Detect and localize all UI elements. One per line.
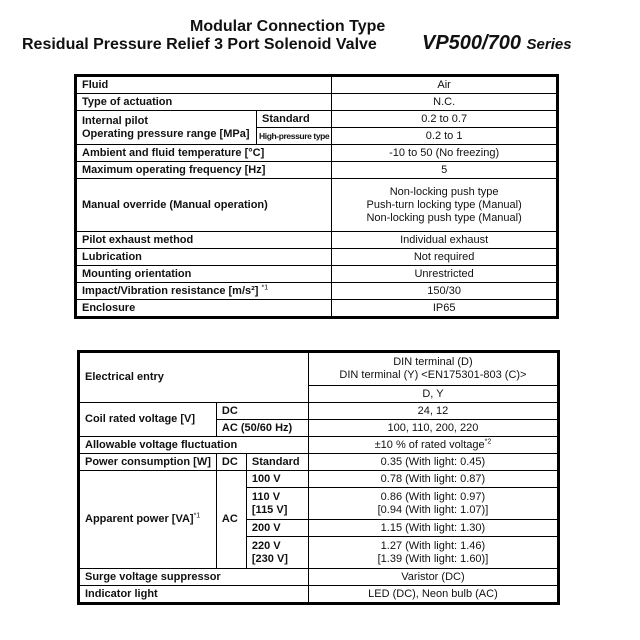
coil-ac-value: 100, 110, 200, 220 — [308, 420, 558, 437]
apparent-value: 0.78 (With light: 0.87) — [308, 471, 558, 488]
footnote-marker: *1 — [261, 283, 269, 291]
coil-voltage-label: Coil rated voltage [V] — [79, 403, 217, 437]
series-label — [422, 32, 572, 55]
mounting-label: Mounting orientation — [76, 266, 332, 283]
voltage-line: 110 V — [251, 490, 281, 503]
pilot-label-line2: Operating pressure range [MPa] — [82, 127, 250, 140]
table-row — [76, 249, 558, 266]
page-header — [0, 18, 640, 58]
apparent-power-label — [79, 471, 217, 569]
table-row — [76, 94, 558, 111]
value-line: 0.86 (With light: 0.97) — [380, 490, 486, 503]
fluid-label: Fluid — [76, 76, 332, 94]
indicator-light-value: LED (DC), Neon bulb (AC) — [308, 586, 558, 604]
fluid-value: Air — [332, 76, 558, 94]
value-line: [1.39 (With light: 1.60)] — [377, 552, 489, 565]
manual-override-label: Manual override (Manual operation) — [76, 179, 332, 232]
apparent-voltage: 100 V — [246, 471, 308, 488]
table-row — [79, 569, 559, 586]
ambient-temp-label: Ambient and fluid temperature [°C] — [76, 145, 332, 162]
electrical-entry-codes: D, Y — [308, 386, 558, 403]
apparent-ac-label: AC — [216, 471, 246, 569]
table-row — [79, 471, 559, 488]
impact-value: 150/30 — [332, 283, 558, 300]
mounting-value: Unrestricted — [332, 266, 558, 283]
indicator-light-label: Indicator light — [79, 586, 309, 604]
manual-override-value — [332, 179, 558, 232]
coil-ac-label: AC (50/60 Hz) — [216, 420, 308, 437]
entry-type: DIN terminal (D) — [393, 356, 473, 368]
impact-label-text: Impact/Vibration resistance [m/s²] — [82, 284, 259, 297]
frequency-value: 5 — [332, 162, 558, 179]
highpressure-type-label: High-pressure type — [257, 128, 332, 145]
override-option: Push-turn locking type (Manual) — [366, 198, 522, 211]
apparent-value — [308, 537, 558, 569]
exhaust-label: Pilot exhaust method — [76, 232, 332, 249]
apparent-value: 1.15 (With light: 1.30) — [308, 520, 558, 537]
frequency-label: Maximum operating frequency [Hz] — [76, 162, 332, 179]
table-row — [76, 145, 558, 162]
electrical-entry-label: Electrical entry — [79, 352, 309, 403]
apparent-voltage — [246, 537, 308, 569]
standard-type-value: 0.2 to 0.7 — [332, 111, 558, 128]
table-row — [76, 266, 558, 283]
highpressure-type-value: 0.2 to 1 — [332, 128, 558, 145]
table-row — [76, 179, 558, 232]
value-line: [0.94 (With light: 1.07)] — [377, 503, 489, 516]
electrical-entry-types — [308, 352, 558, 386]
lubrication-label: Lubrication — [76, 249, 332, 266]
lubrication-value: Not required — [332, 249, 558, 266]
power-dc-label: DC — [216, 454, 246, 471]
exhaust-value: Individual exhaust — [332, 232, 558, 249]
override-option: Non-locking push type — [389, 185, 499, 198]
voltage-line: 220 V — [251, 539, 281, 552]
apparent-power-text: Apparent power [VA] — [85, 513, 194, 525]
electrical-specifications-table — [77, 350, 560, 605]
specifications-table — [74, 74, 559, 319]
coil-dc-label: DC — [216, 403, 308, 420]
apparent-value — [308, 488, 558, 520]
apparent-voltage — [246, 488, 308, 520]
table-row — [76, 76, 558, 94]
value-line: 1.27 (With light: 1.46) — [380, 539, 486, 552]
table-row — [76, 111, 558, 128]
apparent-voltage: 200 V — [246, 520, 308, 537]
ambient-temp-value: -10 to 50 (No freezing) — [332, 145, 558, 162]
table-row — [76, 232, 558, 249]
footnote-marker: *2 — [484, 437, 492, 445]
voltage-fluctuation-value — [308, 437, 558, 454]
surge-suppressor-value: Varistor (DC) — [308, 569, 558, 586]
voltage-line: [230 V] — [251, 552, 288, 565]
enclosure-value: IP65 — [332, 300, 558, 318]
table-row — [79, 586, 559, 604]
footnote-marker: *1 — [193, 512, 201, 520]
power-consumption-value: 0.35 (With light: 0.45) — [308, 454, 558, 471]
table-row — [79, 403, 559, 420]
surge-suppressor-label: Surge voltage suppressor — [79, 569, 309, 586]
standard-type-label: Standard — [257, 111, 332, 128]
table-row — [76, 300, 558, 318]
voltage-fluctuation-text: ±10 % of rated voltage — [374, 438, 485, 451]
impact-label — [76, 283, 332, 300]
table-row — [76, 162, 558, 179]
voltage-fluctuation-label: Allowable voltage fluctuation — [79, 437, 309, 454]
pilot-pressure-label — [76, 111, 257, 145]
table-row — [79, 437, 559, 454]
entry-type: DIN terminal (Y) <EN175301-803 (C)> — [339, 369, 527, 381]
table-row — [76, 283, 558, 300]
header-title-line1: Modular Connection Type — [190, 18, 386, 35]
actuation-value: N.C. — [332, 94, 558, 111]
actuation-label: Type of actuation — [76, 94, 332, 111]
voltage-line: [115 V] — [251, 503, 288, 516]
enclosure-label: Enclosure — [76, 300, 332, 318]
override-option: Non-locking push type (Manual) — [366, 211, 522, 224]
table-row — [79, 454, 559, 471]
table-row — [79, 352, 559, 386]
series-code: VP500/700 — [422, 32, 521, 54]
coil-dc-value: 24, 12 — [308, 403, 558, 420]
header-title-line2: Residual Pressure Relief 3 Port Solenoid Valve — [22, 36, 377, 53]
power-consumption-label: Power consumption [W] — [79, 454, 217, 471]
pilot-label-line1: Internal pilot — [82, 114, 148, 127]
series-word: Series — [526, 36, 572, 53]
power-standard-label: Standard — [246, 454, 308, 471]
